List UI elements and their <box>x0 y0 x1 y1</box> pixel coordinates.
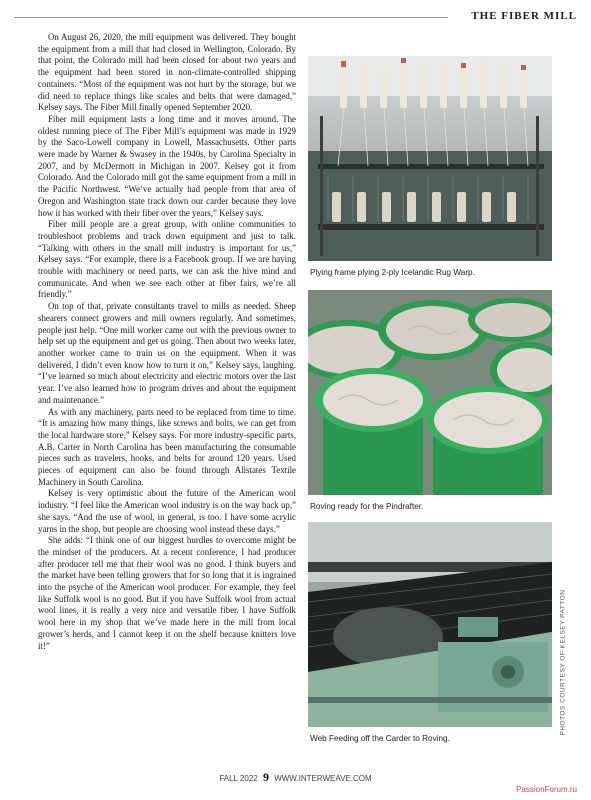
watermark-text: PassionForum.ru <box>516 785 577 794</box>
footer-site[interactable]: WWW.INTERWEAVE.COM <box>274 774 372 783</box>
photo-credit: PHOTOS COURTESY OF KELSEY PATTON <box>559 589 567 736</box>
header-rule <box>14 17 448 18</box>
article-paragraph: Kelsey is very optimistic about the future of the American wool industry. “I feel like the American wool industry is on the way back up,” she says. “And the use of wool, in general, is too. I have some acrylic yarns in the shop, but people are choosing wool instead these days.” <box>38 488 296 534</box>
article-paragraph: She adds: “I think one of our biggest hurdles to overcome might be the mindset of the producers. At a recent conference, I had producer after producer tell me that their wool was no good. I think buyers and the market have been telling growers that for so long that it is ingrained into the psyche of the American wool producer. For example, they feel like Suffolk wool is no good. But if you have Suffolk wool from actual wool lines, it is really a very nice and versatile fiber. I have Suffolk wool here in my shop that we’ve made here in the mill from local grower’s herds, and I cannot keep it on the shelf because knitters love it!” <box>38 535 296 651</box>
article-paragraph: As with any machinery, parts need to be replaced from time to time. “It is amazing how many things, like screws and bolts, we can get from the local hardware store,” Kelsey says. For more industry-specific parts, A.B. Carter in North Carolina has been manufacturing the consumable pieces such as travelers, hooks, and belts for around 120 years. Used pieces of equipment can also be found through Allstates Textile Machinery in South Carolina. <box>38 406 296 487</box>
article-paragraph: On top of that, private consultants travel to mills as needed. Sheep shearers connect growers and mill owners regularly. And sometimes, people just help. “One mill worker came out with the previous owner to help set up the equipment and get us going. Then about two weeks later, another worker came to train us on the equipment. When it was delivered, I didn’t even know how to turn it on,” Kelsey says, laughing. “I’ve learned so much about electricity and electric motors over the last year. I’ve also learned how to program drives and about the equipment and maintenance.” <box>38 301 296 405</box>
plying-frame-photo <box>308 56 552 261</box>
article-paragraph: Fiber mill equipment lasts a long time and it moves around. The oldest running piece of The Fiber Mill’s equipment was made in 1929 by the Saco-Lowell company in Lowell, Massachusetts. Other parts were made by Warner & Swasey in the 1940s, by Carolina Specialty in 2007, and by McDermott in Michigan in 2007. Kelsey got it from Colorado. And the Colorado mill got the same equipment from a mill in the Pacific Northwest. “We’ve actually had people from that area of Oregon and Washington state track down our carder because they love how it has worked with their fiber over the years,” Kelsey says. <box>38 113 296 218</box>
footer-issue: FALL 2022 <box>219 774 258 783</box>
running-header: THE FIBER MILL <box>471 10 577 22</box>
article-paragraph: On August 26, 2020, the mill equipment was delivered. They bought the equipment from a mill that had closed in Wellington, Colorado. By that point, the Colorado mill had been closed for about two years and the equipment had been stored in non-climate-controlled shipping containers. “Most of the equipment was not hurt by the storage, but we did need to replace things like scales and belts that were damaged,” Kelsey says. The Fiber Mill finally opened September 2020. <box>38 32 296 113</box>
page-footer <box>0 770 591 785</box>
carder-photo <box>308 522 552 727</box>
roving-buckets-photo <box>308 290 552 495</box>
page-number: 9 <box>262 770 269 784</box>
article-paragraph: Fiber mill people are a great group, with online communities to troubleshoot problems and track down equipment and just to talk. “Talking with others in the small mill industry is important for us,” Kelsey says. “For example, there is a Facebook group. If we are having trouble with machinery or need parts, we can ask the hive mind and communicate. And when we see each other at fiber fairs, we’re all friendly.” <box>38 219 296 300</box>
photo-caption: Plying frame plying 2-ply Icelandic Rug Warp. <box>310 268 475 277</box>
article-body <box>38 32 296 652</box>
photo-caption: Web Feeding off the Carder to Roving. <box>310 734 450 743</box>
photo-caption: Roving ready for the Pindrafter. <box>310 502 424 511</box>
